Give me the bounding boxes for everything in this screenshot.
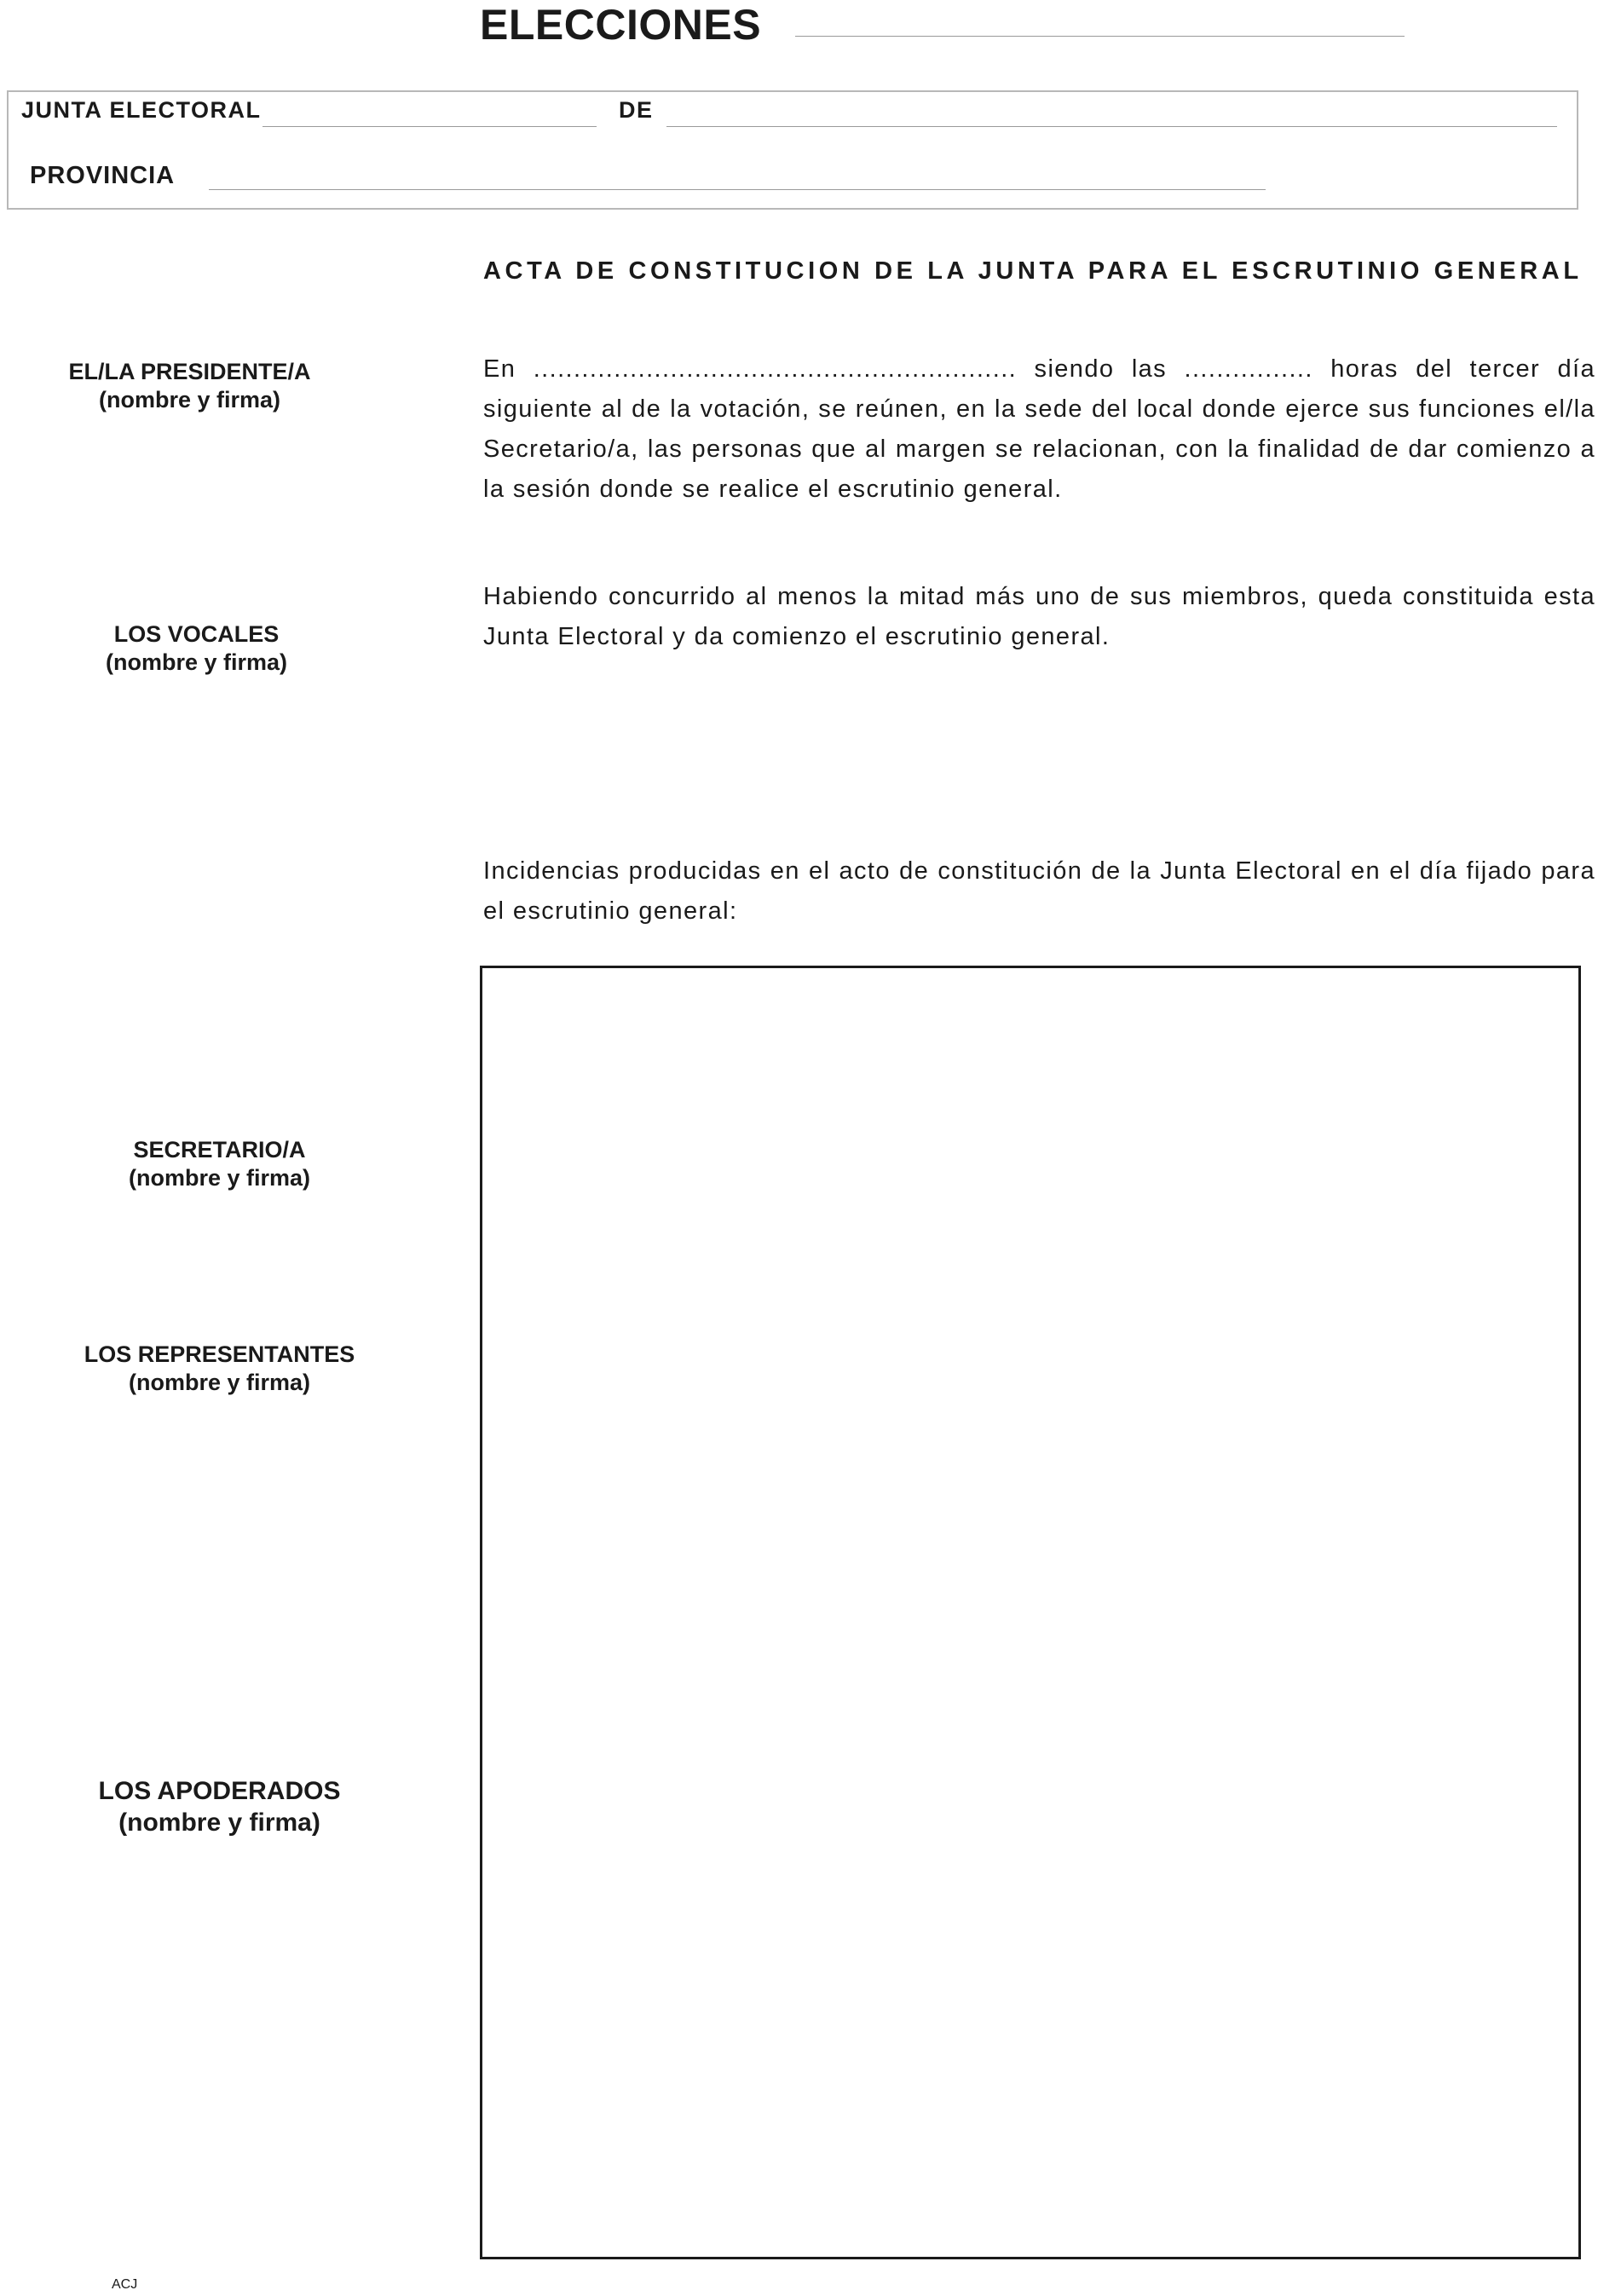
document-title: ELECCIONES <box>480 1 762 49</box>
elecciones-blank-line[interactable] <box>795 36 1405 37</box>
secretario-role: SECRETARIO/A <box>133 1137 306 1162</box>
apoderados-note: (nombre y firma) <box>118 1809 320 1837</box>
junta-electoral-blank-line[interactable] <box>262 126 597 127</box>
presidente-note: (nombre y firma) <box>98 387 281 412</box>
junta-electoral-label: JUNTA ELECTORAL <box>21 97 262 123</box>
representantes-note: (nombre y firma) <box>128 1370 311 1395</box>
apoderados-role: LOS APODERADOS <box>98 1777 341 1805</box>
quorum-paragraph: Habiendo concurrido al menos la mitad más uno de sus miembros, queda constituida esta Junta Electoral y da comienzo el escrutinio general. <box>483 583 1595 650</box>
vocales-role: LOS VOCALES <box>113 621 280 647</box>
apoderados-signature-label <box>51 1775 388 1838</box>
presidente-signature-label <box>34 358 345 414</box>
representantes-signature-label <box>64 1341 375 1397</box>
constitution-paragraph: En ............................................................ siendo las ................ horas del tercer día siguiente al de la votación, se reúnen, en la sede del local donde ejerce sus funciones el/la Secretario/a, las personas que al margen se relacionan, con la finalidad de dar comienzo a la sesión donde se realice el escrutinio general. <box>483 355 1595 503</box>
header-box <box>7 90 1578 210</box>
provincia-blank-line[interactable] <box>209 189 1266 190</box>
de-label: DE <box>619 97 654 123</box>
vocales-note: (nombre y firma) <box>105 649 288 675</box>
presidente-role: EL/LA PRESIDENTE/A <box>68 359 311 384</box>
acta-title: ACTA DE CONSTITUCION DE LA JUNTA PARA EL ESCRUTINIO GENERAL <box>483 257 1583 285</box>
secretario-signature-label <box>64 1136 375 1192</box>
representantes-role: LOS REPRESENTANTES <box>84 1341 355 1367</box>
incidents-paragraph: Incidencias producidas en el acto de constitución de la Junta Electoral en el día fijado para el escrutinio general: <box>483 857 1595 925</box>
form-code: ACJ <box>112 2277 138 2292</box>
provincia-label: PROVINCIA <box>30 162 176 189</box>
vocales-signature-label <box>41 620 352 677</box>
incidents-box[interactable] <box>480 966 1581 2259</box>
secretario-note: (nombre y firma) <box>128 1165 311 1191</box>
de-blank-line[interactable] <box>666 126 1557 127</box>
